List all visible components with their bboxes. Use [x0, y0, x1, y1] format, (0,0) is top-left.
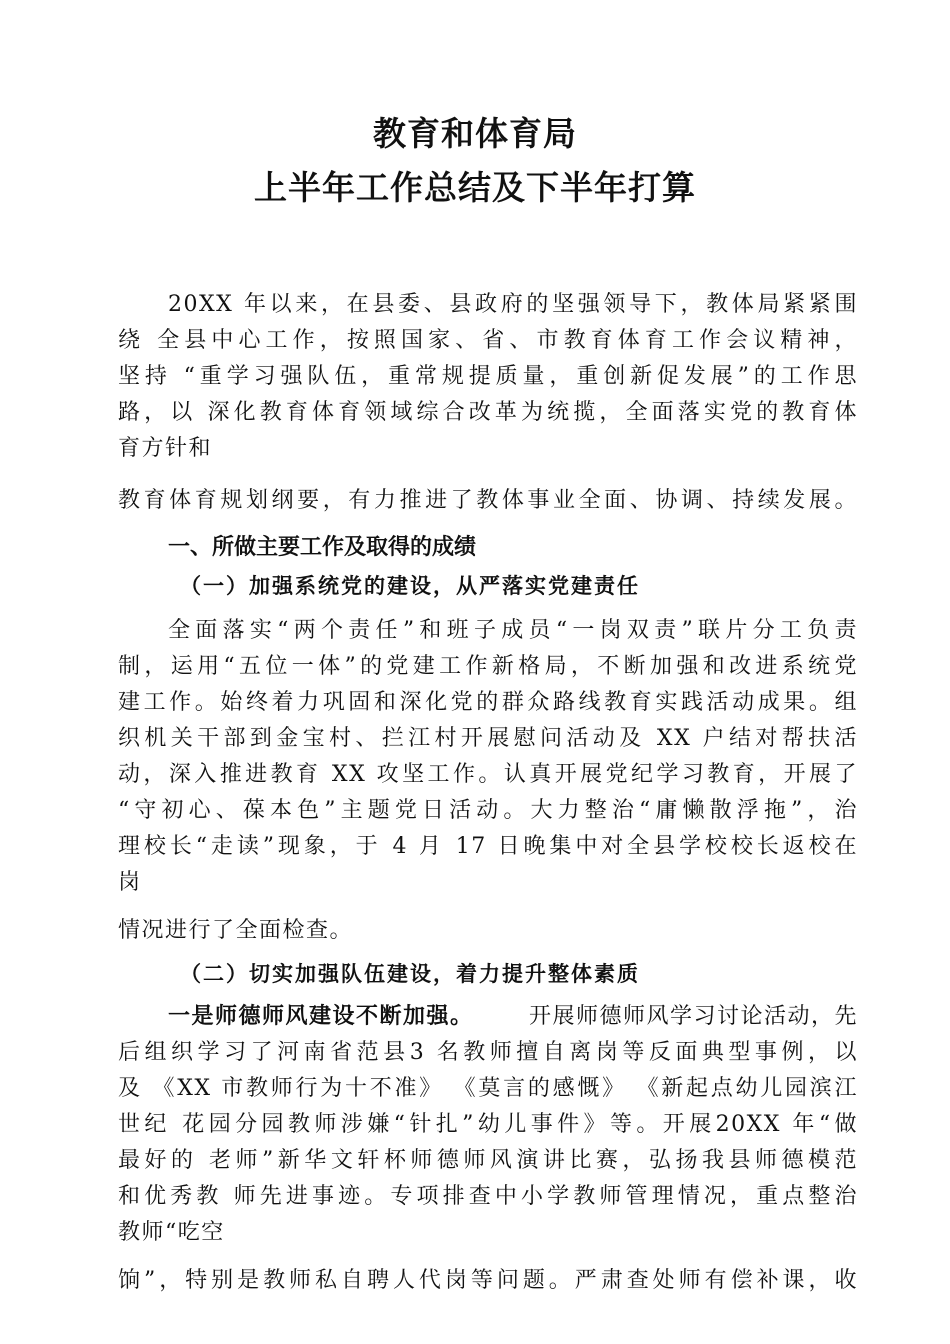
paragraph-line: 饷”，特别是教师私自聘人代岗等问题。严肃查处师有偿补课，收 — [118, 1268, 858, 1293]
intro-line: 绕 全县中心工作，按照国家、省、市教育体育工作会议精神， — [118, 328, 858, 353]
paragraph-line: 教师“吃空 — [118, 1220, 225, 1245]
paragraph-line: 世纪 花园分园教师涉嫌“针扎”幼儿事件》等。开展20XX 年“做 — [118, 1112, 858, 1137]
paragraph-line: 情况进行了全面检查。 — [118, 918, 354, 943]
paragraph-line: 全面落实“两个责任”和班子成员“一岗双责”联片分工负责 — [168, 618, 858, 643]
paragraph-line: 和优秀教 师先进事迹。专项排查中小学教师管理情况，重点整治 — [118, 1184, 858, 1209]
paragraph-lead-bold: 一是师德师风建设不断加强。 — [168, 1004, 474, 1029]
paragraph-line: 最好的 老师”新华文轩杯师德师风演讲比赛，弘扬我县师德模范 — [118, 1148, 858, 1173]
paragraph-line: “守初心、葆本色”主题党日活动。大力整治“庸懒散浮拖”，治 — [118, 798, 858, 823]
paragraph-lead-line — [118, 1000, 858, 1034]
paragraph-lead-text: 开展师德师风学习讨论活动，先 — [528, 1004, 858, 1029]
paragraph-line: 岗 — [118, 870, 142, 895]
paragraph-line: 动，深入推进教育 XX 攻坚工作。认真开展党纪学习教育，开展了 — [118, 762, 858, 787]
intro-line: 路，以 深化教育体育领域综合改革为统揽，全面落实党的教育体 — [118, 400, 858, 425]
paragraph-line: 织机关干部到金宝村、拦江村开展慰问活动及 XX 户结对帮扶活 — [118, 726, 859, 751]
paragraph-line: 及 《XX 市教师行为十不准》 《莫言的感慨》 《新起点幼儿园滨江 — [118, 1076, 858, 1101]
intro-line: 育方针和 — [118, 436, 213, 461]
intro-line: 教育体育规划纲要，有力推进了教体事业全面、协调、持续发展。 — [118, 488, 858, 513]
paragraph-line: 理校长“走读”现象，于 4 月 17 日晚集中对全县学校校长返校在 — [118, 834, 858, 859]
paragraph-line: 后组织学习了河南省范县3 名教师擅自离岗等反面典型事例，以 — [118, 1040, 858, 1065]
subsection-heading: （二）切实加强队伍建设，着力提升整体素质 — [180, 962, 640, 986]
subsection-heading: （一）加强系统党的建设，从严落实党建责任 — [180, 574, 640, 598]
paragraph-line: 建工作。始终着力巩固和深化党的群众路线教育实践活动成果。组 — [118, 690, 858, 715]
section-heading: 一、所做主要工作及取得的成绩 — [168, 535, 477, 560]
paragraph-line: 制，运用“五位一体”的党建工作新格局，不断加强和改进系统党 — [118, 654, 858, 679]
intro-line: 20XX 年以来，在县委、县政府的坚强领导下，教体局紧紧围 — [168, 292, 858, 317]
document-title-line2: 上半年工作总结及下半年打算 — [254, 168, 696, 207]
intro-line: 坚持 “重学习强队伍，重常规提质量，重创新促发展”的工作思 — [118, 364, 858, 389]
document-title-line1: 教育和体育局 — [373, 114, 577, 153]
